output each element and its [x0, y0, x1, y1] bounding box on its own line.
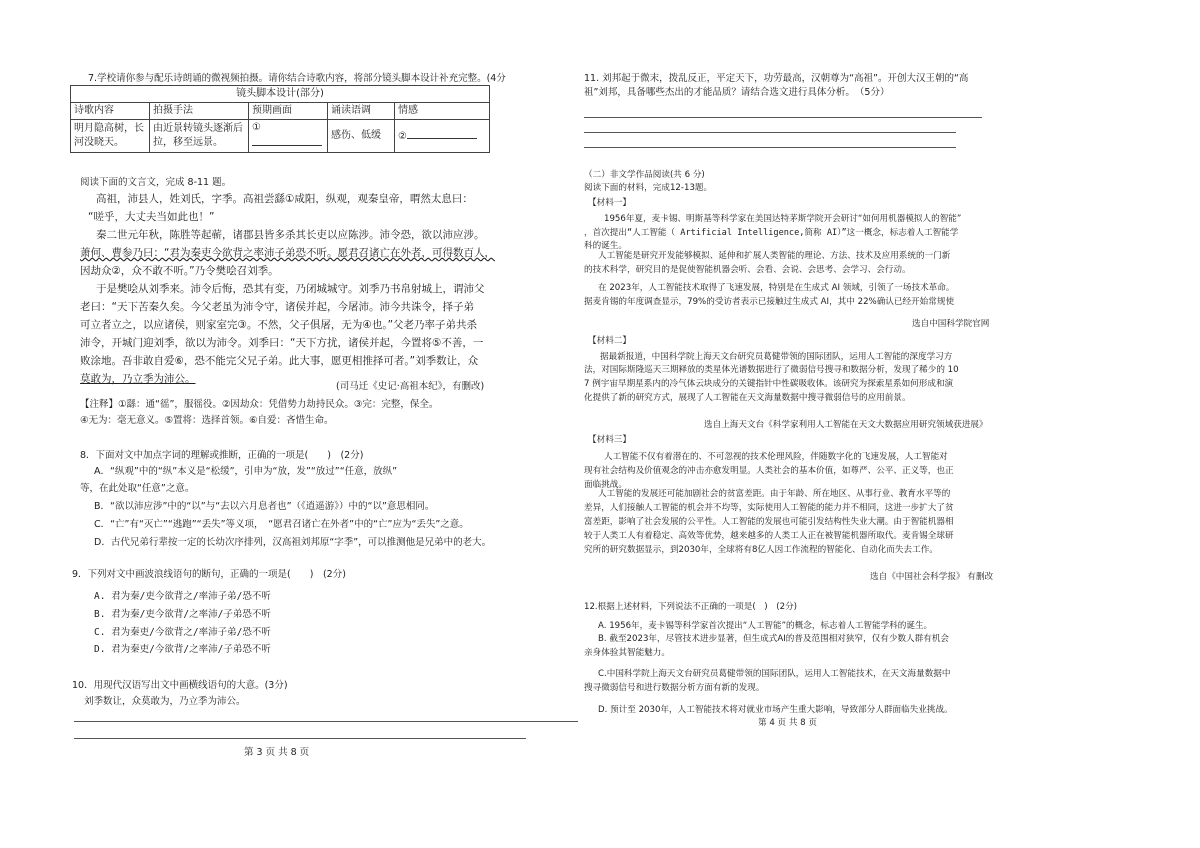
- right-page: [584, 0, 1200, 848]
- question-9-stem: 9．下列对文中画波浪线语句的断句，正确的一项是( ) (2分): [72, 569, 346, 580]
- notes-line: ④无为：毫无意义。⑤置将：选择首领。⑥自爱：吝惜生命。: [80, 415, 334, 426]
- table-header: 诗歌内容: [71, 103, 150, 120]
- material-1-source: 选自中国科学院官网: [912, 319, 990, 329]
- q12-option[interactable]: D. 预计至 2030年，人工智能技术将对就业市场产生重大影响，导致部分人群面临失业挑战。: [598, 705, 953, 715]
- notes-line: 【注释】①繇：通“徭”，服徭役。②因劫众：凭借势力劫持民众。③完：完整，保全。: [80, 399, 439, 410]
- passage-line: 高祖，沛县人，姓刘氏，字季。高祖尝繇①咸阳，纵观，观秦皇帝，喟然太息曰：: [96, 193, 473, 205]
- passage-line: “嗟乎，大丈夫当如此也！”: [88, 211, 215, 223]
- question-11-cont: 祖”刘邦，具备哪些杰出的才能品质？请结合选文进行具体分析。 （5分）: [584, 87, 890, 98]
- material-line: 化提供了新的研究方式，展现了人工智能在天文海量数据中搜寻微弱信号的应用前景。: [584, 393, 911, 403]
- table-cell: 感伤、低缓: [328, 120, 395, 153]
- question-7: 7.学校请你参与配乐诗朗诵的微视频拍摄。请你结合诗歌内容，将部分镜头脚本设计补充完整。(4分: [88, 73, 506, 84]
- table-cell: 明月隐高树，长河没晓天。: [71, 120, 150, 153]
- table-row: [71, 120, 490, 153]
- material-line: ，首次提出“人工智能（ Artificial Intelligence,简称 AI）”这一概念，标志着人工智能学: [584, 228, 959, 238]
- material-3-source: 选自《中国社会科学报》 有删改: [870, 572, 994, 582]
- material-line: 较于人类工人有着稳定、高效等优势，越来越多的人类工人正在被智能机器所取代。麦肯锡全球研: [584, 531, 954, 541]
- material-2-source: 选自上海天文台《科学家利用人工智能在天文大数据应用研究领域获进展》: [704, 420, 988, 430]
- material-line: 据最新报道，中国科学院上海天文台研究员葛健带领的国际团队，运用人工智能的深度学习方: [600, 352, 953, 362]
- q12-option-cont: 搜寻微弱信号和进行数据分析方面有新的发现。: [584, 683, 765, 693]
- material-line: 7 例宇宙早期星系内的冷气体云块成分的关键指针中性碳吸收体。该研究为探索星系如何形成和演: [584, 379, 954, 389]
- page-number: 第 4 页 共 8 页: [758, 718, 817, 728]
- q8-option[interactable]: C．“亡”有“灭亡”“逃跑”“丢失”等义项， “愿君召诸亡在外者”中的“亡”应为“丢失”之意。: [94, 519, 469, 530]
- table-header: 情感: [395, 103, 490, 120]
- table-cell: 由近景转镜头逐渐后拉，移至远景。: [150, 120, 249, 153]
- material-line: 科的诞生。: [584, 241, 627, 251]
- table-title: 镜头脚本设计(部分): [71, 86, 490, 103]
- q12-option[interactable]: A. 1956年，麦卡锡等科学家首次提出“人工智能”的概念，标志着人工智能学科的诞生。: [598, 621, 933, 631]
- page-number: 第 3 页 共 8 页: [244, 747, 310, 758]
- answer-line[interactable]: [584, 132, 956, 133]
- answer-line[interactable]: [74, 721, 578, 722]
- q12-option[interactable]: B. 截至2023年，尽管技术进步显著，但生成式AI的普及范围相对狭窄，仅有少数人群有机会: [598, 634, 950, 644]
- q8-option-cont: 等，在此处取“任意”之意。: [80, 483, 195, 494]
- material-line: 据麦肯锡的年度调查显示，79%的受访者表示已接触过生成式 AI，其中 22%确认已经开始常规使: [584, 297, 955, 307]
- material-line: 面临挑战。: [584, 480, 627, 490]
- material-line: 1956年夏，麦卡锡、明斯基等科学家在美国达特茅斯学院开会研讨“如何用机器模拟人的智能”: [604, 214, 962, 224]
- answer-line[interactable]: [74, 738, 526, 739]
- passage-line: 可立者立之，以应诸侯，则家室完③。不然，父子俱屠，无为④也。”父老乃率子弟共杀: [80, 319, 478, 331]
- passage-line: 秦二世元年秋，陈胜等起蕲，诸郡县皆多杀其长吏以应陈涉。沛令恐，欲以沛应涉。: [96, 229, 485, 241]
- material-2-label: 【材料二】: [588, 336, 631, 346]
- q8-option[interactable]: B．“欲以沛应涉”中的“以”与“去以六月息者也”（《逍遥游》）中的“以”意思相同。: [94, 501, 435, 512]
- passage-line-wavy: 萧何、曹参乃曰：“君为秦吏今欲背之率沛子弟恐不听。愿君召诸亡在外者，可得数百人，: [80, 247, 495, 259]
- shot-script-table: [70, 85, 490, 153]
- passage-line: 因劫众②，众不敢不听。”乃令樊哙召刘季。: [80, 265, 279, 277]
- q12-option[interactable]: C.中国科学院上海天文台研究员葛健带领的国际团队，运用人工智能技术，在天文海量数据中: [598, 669, 951, 679]
- question-11: 11. 刘邦起于微末，拨乱反正，平定天下，功劳最高，汉朝尊为“高祖”。开创大汉王朝的“高: [584, 73, 969, 84]
- material-line: 人工智能不仅有着潜在的、不可忽视的技术伦理风险，伴随数字化的飞速发展，人工智能对: [604, 452, 948, 462]
- material-line: 法，对国际斯隆巡天三期释放的类星体光谱数据进行了微弱信号搜寻和数据分析，发现了稀少的 10: [584, 365, 959, 375]
- material-line: 差异，人们接触人工智能的机会并不均等，实际使用人工智能的能力并不相同，这进一步扩大了贫: [584, 503, 954, 513]
- passage-source: (司马迁《史记·高祖本纪》，有删改): [336, 381, 485, 392]
- q9-option[interactable]: C. 君为秦吏/今欲背之/率沛子弟/恐不听: [94, 627, 271, 638]
- q8-option[interactable]: A．“纵观”中的“纵”本义是“松缓”，引申为“放，发”“放过”“任意，放纵”: [94, 466, 398, 477]
- material-3-label: 【材料三】: [588, 435, 631, 445]
- section-2-heading: （二）非文学作品阅读(共 6 分): [584, 170, 705, 180]
- material-line: 人工智能的发展还可能加剧社会的贫富差距。由于年龄、所在地区、从事行业、教育水平等的: [598, 489, 951, 499]
- table-header: 拍摄手法: [150, 103, 249, 120]
- table-header: 预期画面: [249, 103, 328, 120]
- table-header-row: [71, 103, 490, 120]
- q8-option[interactable]: D．古代兄弟行辈按一定的长幼次序排列，汉高祖刘邦原“字季”，可以推测他是兄弟中的老大。: [94, 537, 492, 548]
- q10-sentence: 刘季数让，众莫敢为，乃立季为沛公。: [84, 696, 246, 707]
- passage-line: 老曰：“天下苦秦久矣。今父老虽为沛令守，诸侯并起，今屠沛。沛今共诛令，择子弟: [80, 301, 474, 313]
- section-2-intro: 阅读下面的材料，完成12-13题。: [584, 183, 713, 193]
- question-8-stem: 8．下面对文中加点字词的理解或推断，正确的一项是( ) (2分): [80, 450, 364, 461]
- material-line: 富差距，影响了社会发展的公平性。人工智能的发展也可能引发结构性失业大潮。由于智能机器相: [584, 517, 954, 527]
- q9-option[interactable]: A. 君为秦/吏今欲背之/率沛子弟/恐不听: [94, 591, 271, 602]
- question-10-stem: 10．用现代汉语写出文中画横线语句的大意。(3分): [72, 680, 288, 691]
- passage-line: 于是樊哙从刘季来。沛令后悔，恐其有变，乃闭城城守。刘季乃书帛射城上，谓沛父: [96, 283, 485, 295]
- material-line: 的技术科学，研究目的是促使智能机器会听、会看、会说、会思考、会学习、会行动。: [584, 265, 911, 275]
- table-cell-blank-2[interactable]: ②: [395, 120, 490, 153]
- material-line: 人工智能是研究开发能够模拟、延伸和扩展人类智能的理论、方法、技术及应用系统的一门新: [598, 251, 951, 261]
- answer-line[interactable]: [584, 147, 956, 148]
- q12-option-cont: 亲身体验其智能魅力。: [584, 648, 670, 658]
- passage-line: 败涂地。吾非敢自爱⑥，恐不能完父兄子弟。此大事，愿更相推择可者。”刘季数让，众: [80, 355, 479, 367]
- passage-line: 沛令，开城门迎刘季，欲以为沛令。刘季曰：“天下方扰，诸侯并起，今置将⑤不善，一: [80, 337, 484, 349]
- material-1-label: 【材料一】: [588, 198, 631, 208]
- q9-option[interactable]: D. 君为秦吏/今欲背/之率沛/子弟恐不听: [94, 644, 271, 655]
- question-12-stem: 12.根据上述材料，下列说法不正确的一项是( ) (2分): [584, 602, 798, 612]
- material-line: 现有社会结构及价值观念的冲击亦愈发明显。人类社会的基本价值，如尊严、公平、正义等，也正: [584, 466, 954, 476]
- passage-line-underlined: 莫敢为，乃立季为沛公。: [80, 373, 196, 385]
- material-line: 在 2023年，人工智能技术取得了飞速发展，特别是在生成式 AI 领域，引领了一场技术革命。: [598, 283, 955, 293]
- material-line: 究所的研究数据显示，到2030年，全球将有8亿人因工作流程的智能化、自动化而失去工作。: [584, 545, 938, 555]
- table-cell-blank-1[interactable]: ①: [249, 120, 328, 153]
- q9-option[interactable]: B. 君为秦/吏今欲背/之率沛/子弟恐不听: [94, 609, 271, 620]
- table-header: 诵读语调: [328, 103, 395, 120]
- answer-line[interactable]: [584, 117, 982, 118]
- reading-intro: 阅读下面的文言文，完成 8-11 题。: [80, 177, 232, 188]
